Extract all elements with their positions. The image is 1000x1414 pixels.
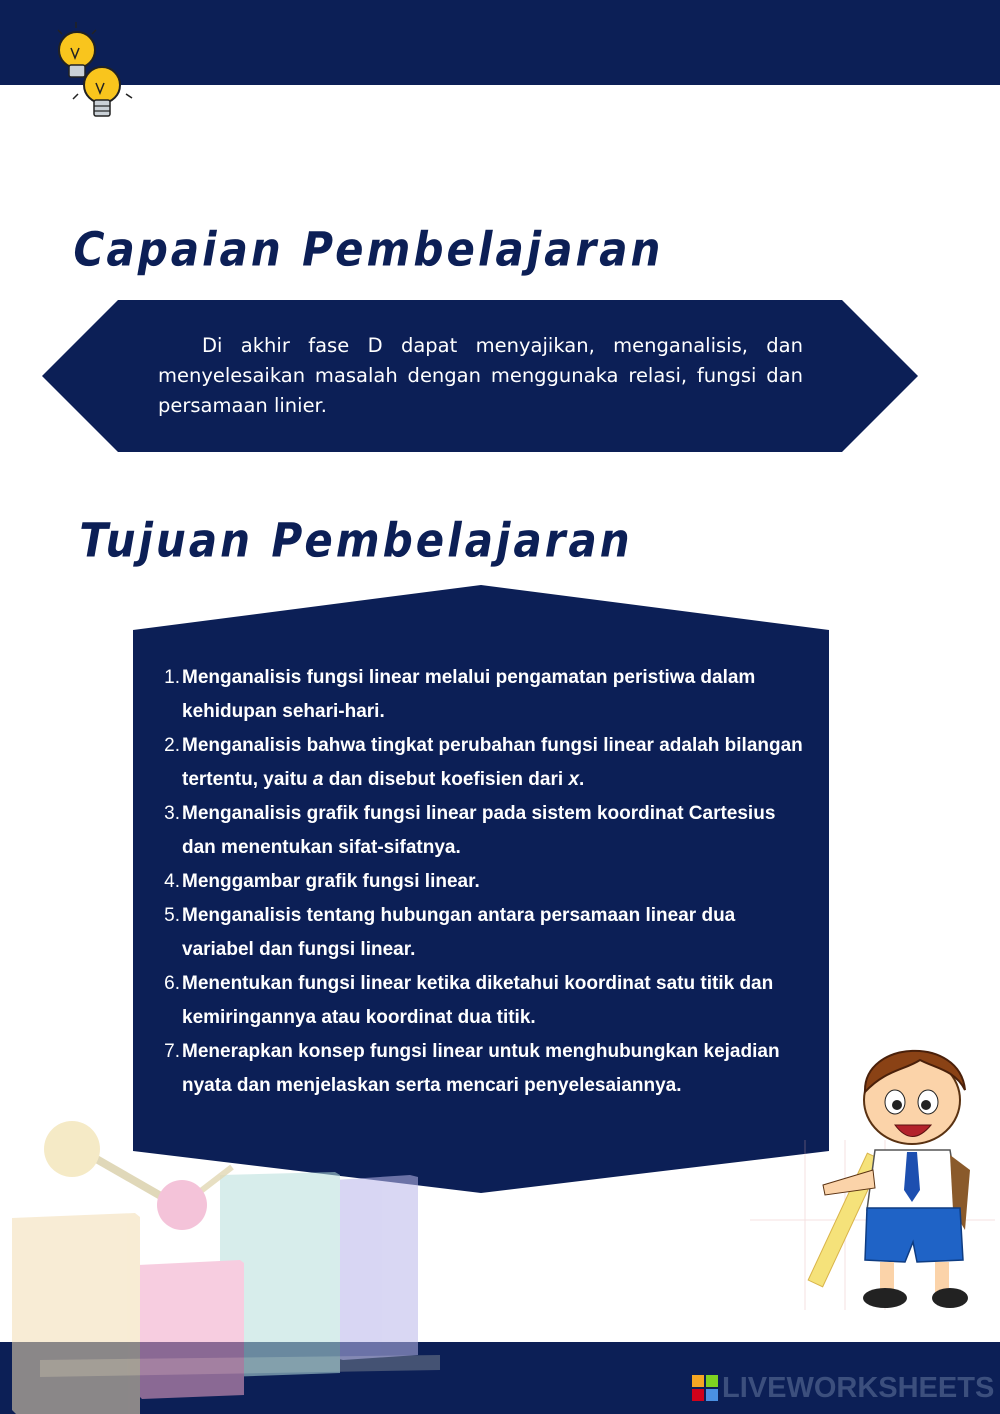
liveworksheets-text: LIVEWORKSHEETS xyxy=(722,1371,995,1404)
list-item xyxy=(158,967,808,1035)
list-item xyxy=(158,899,808,967)
list-item-text-part: dan disebut koefisien dari xyxy=(323,769,569,790)
list-item-text: Menerapkan konsep fungsi linear untuk menghubungkan kejadian nyata dan menjelaskan serta mencari penyelesaiannya. xyxy=(182,1041,780,1096)
list-item-number: 3. xyxy=(164,803,180,824)
light-bulb-icon xyxy=(40,20,140,125)
list-item-text: Menganalisis grafik fungsi linear pada sistem koordinat Cartesius dan menentukan sifat-sifatnya. xyxy=(182,803,776,858)
liveworksheets-watermark xyxy=(692,1370,994,1406)
capaian-heading: Capaian Pembelajaran xyxy=(68,222,669,277)
list-item-number: 2. xyxy=(164,735,180,756)
list-item xyxy=(158,661,808,729)
tujuan-heading: Tujuan Pembelajaran xyxy=(74,513,639,568)
list-item-text: Menganalisis fungsi linear melalui pengamatan peristiwa dalam kehidupan sehari-hari. xyxy=(182,667,756,722)
list-item-number: 1. xyxy=(164,667,180,688)
list-item xyxy=(158,797,808,865)
tujuan-list xyxy=(158,661,808,1103)
list-item xyxy=(158,729,808,797)
variable-x: x xyxy=(568,769,580,790)
list-item-text xyxy=(180,729,808,797)
list-item-number: 5. xyxy=(164,905,180,926)
student-boy-illustration xyxy=(745,1030,1000,1320)
list-item-number: 4. xyxy=(164,871,180,892)
list-item-text: Menggambar grafik fungsi linear. xyxy=(182,871,480,892)
list-item-text: Menentukan fungsi linear ketika diketahui koordinat satu titik dan kemiringannya atau koordinat dua titik. xyxy=(182,973,774,1028)
list-item-text-part: Menganalisis bahwa tingkat perubahan fungsi linear adalah bilangan tertentu, yaitu xyxy=(182,735,803,790)
variable-a: a xyxy=(312,769,324,790)
capaian-text: Di akhir fase D dapat menyajikan, menganalisis, dan menyelesaikan masalah dengan menggunaka relasi, fungsi dan persamaan linier. xyxy=(158,334,803,417)
list-item xyxy=(158,865,808,899)
liveworksheets-logo-icon xyxy=(692,1375,718,1401)
list-item xyxy=(158,1035,808,1103)
list-item-text: Menganalisis tentang hubungan antara persamaan linear dua variabel dan fungsi linear. xyxy=(182,905,736,960)
top-header-bar xyxy=(0,0,1000,85)
list-item-number: 7. xyxy=(164,1041,180,1062)
bar-chart-illustration xyxy=(0,1115,450,1414)
list-item-text-part: . xyxy=(579,769,585,790)
list-item-number: 6. xyxy=(164,973,180,994)
